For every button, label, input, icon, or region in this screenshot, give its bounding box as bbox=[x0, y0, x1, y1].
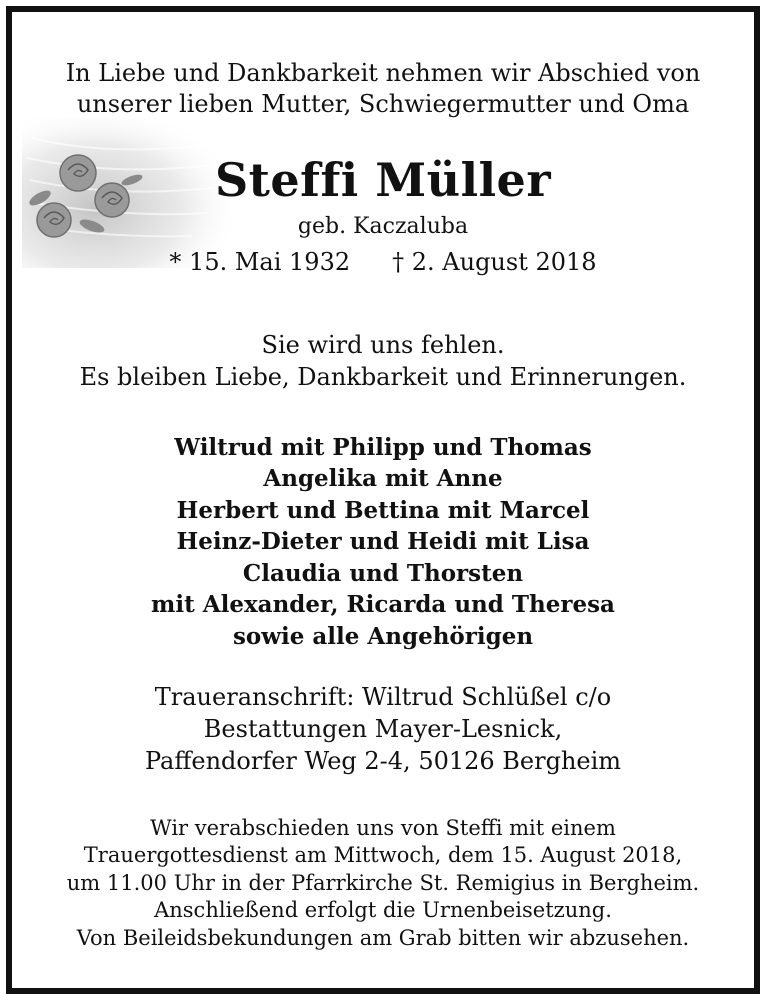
family-line: sowie alle Angehörigen bbox=[232, 623, 534, 650]
family-line: Wiltrud mit Philipp und Thomas bbox=[174, 434, 592, 461]
intro-line-2: unserer lieben Mutter, Schwiegermutter und Oma bbox=[76, 90, 690, 118]
address-line-2: Bestattungen Mayer-Lesnick, bbox=[203, 715, 563, 743]
family-line: Heinz-Dieter und Heidi mit Lisa bbox=[176, 528, 590, 555]
service-line: Wir verabschieden uns von Steffi mit einem bbox=[150, 816, 616, 840]
family-line: mit Alexander, Ricarda und Theresa bbox=[151, 591, 615, 618]
quote-line-2: Es bleiben Liebe, Dankbarkeit und Erinnerungen. bbox=[79, 363, 687, 391]
service-line: Von Beileidsbekundungen am Grab bitten wir abzusehen. bbox=[76, 926, 690, 950]
service-line: Anschließend erfolgt die Urnenbeisetzung. bbox=[154, 898, 612, 922]
deceased-name: Steffi Müller bbox=[214, 153, 552, 207]
death-date: † 2. August 2018 bbox=[392, 248, 597, 276]
birth-date: * 15. Mai 1932 bbox=[169, 248, 351, 276]
address-line-3: Paffendorfer Weg 2-4, 50126 Bergheim bbox=[144, 747, 622, 775]
obituary-content bbox=[18, 18, 748, 982]
address-line-1: Traueranschrift: Wiltrud Schlüßel c/o bbox=[154, 683, 612, 711]
service-line: um 11.00 Uhr in der Pfarrkirche St. Remigius in Bergheim. bbox=[66, 871, 700, 895]
service-line: Trauergottesdienst am Mittwoch, dem 15. August 2018, bbox=[83, 843, 683, 867]
intro-line-1: In Liebe und Dankbarkeit nehmen wir Abschied von bbox=[65, 59, 701, 87]
family-line: Claudia und Thorsten bbox=[242, 560, 524, 587]
quote-line-1: Sie wird uns fehlen. bbox=[261, 331, 505, 359]
family-line: Herbert und Bettina mit Marcel bbox=[176, 497, 590, 524]
life-dates bbox=[18, 248, 748, 276]
family-line: Angelika mit Anne bbox=[263, 465, 503, 492]
birth-name: geb. Kaczaluba bbox=[297, 214, 469, 239]
